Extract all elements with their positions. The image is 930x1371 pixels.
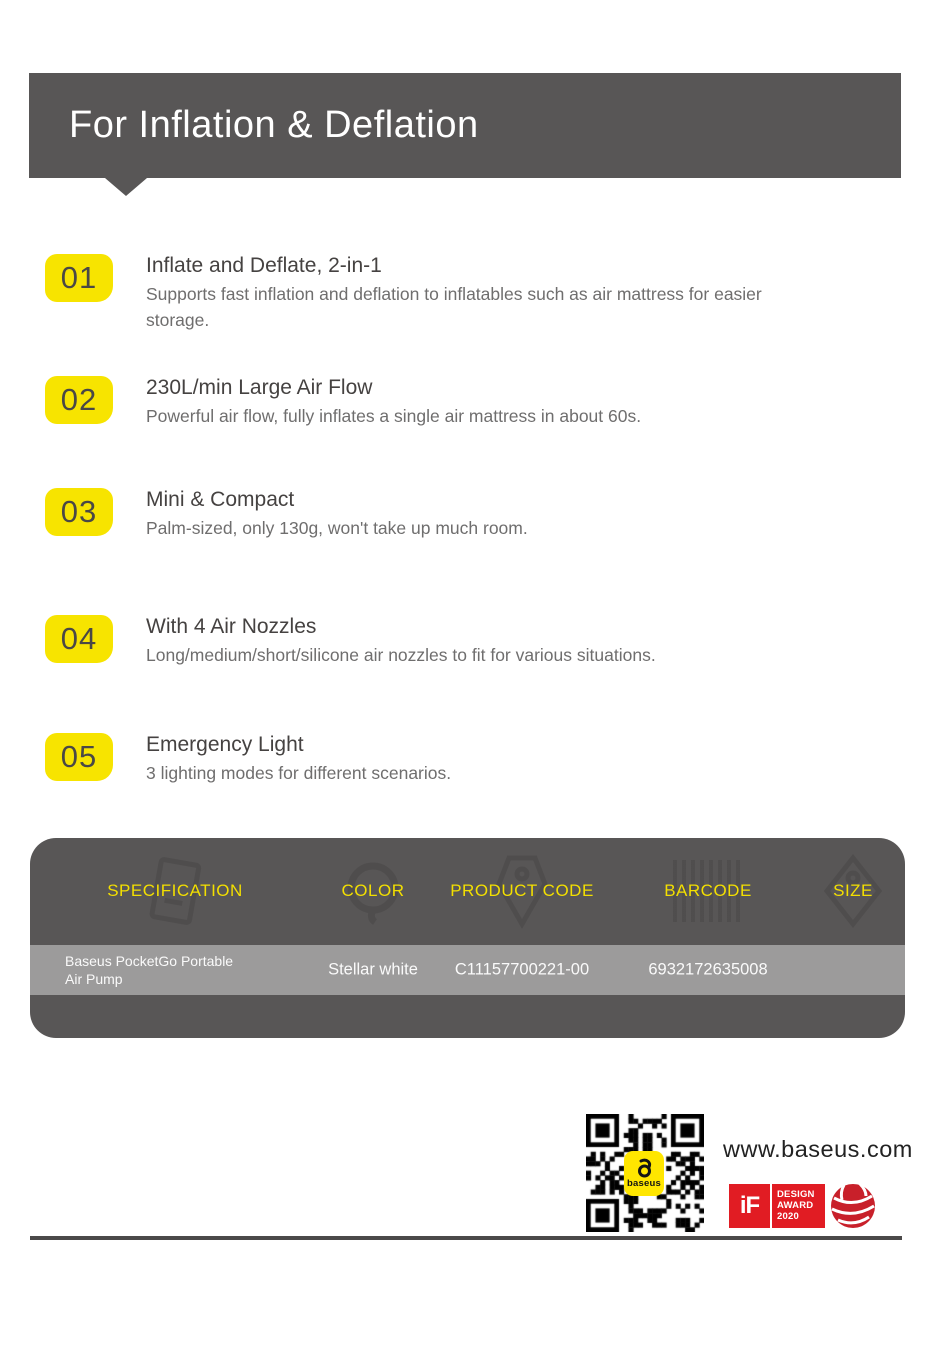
feature-number-badge: 05	[45, 733, 113, 781]
spec-value-barcode: 6932172635008	[648, 960, 768, 979]
spec-header-size: SIZE	[833, 881, 873, 900]
feature-number-badge: 03	[45, 488, 113, 536]
section-banner	[29, 73, 901, 178]
feature-title: Mini & Compact	[146, 488, 295, 511]
spec-row	[30, 945, 905, 995]
spec-value-product-code: C11157700221-00	[454, 960, 590, 979]
reddot-award-icon	[830, 1182, 876, 1230]
spec-table	[30, 838, 905, 1038]
baseus-logo-icon	[624, 1151, 664, 1196]
feature-number-badge: 04	[45, 615, 113, 663]
feature-item	[45, 251, 885, 333]
feature-description: 3 lighting modes for different scenarios.	[146, 763, 452, 783]
feature-item	[45, 373, 885, 429]
bottom-divider	[30, 1236, 902, 1240]
feature-title: Inflate and Deflate, 2-in-1	[146, 254, 382, 277]
feature-title: Emergency Light	[146, 733, 304, 756]
feature-number-badge: 02	[45, 376, 113, 424]
spec-header-product-code: PRODUCT CODE	[450, 881, 594, 900]
feature-title: 230L/min Large Air Flow	[146, 376, 373, 399]
feature-item	[45, 612, 885, 668]
spec-value-specification: Baseus PocketGo Portable Air Pump	[65, 953, 234, 987]
baseus-b-icon	[635, 1158, 654, 1179]
feature-title: With 4 Air Nozzles	[146, 615, 317, 638]
spec-value-color: Stellar white	[328, 960, 418, 979]
feature-description: Long/medium/short/silicone air nozzles to fit for various situations.	[146, 645, 656, 665]
spec-header-specification: SPECIFICATION	[107, 881, 243, 900]
website-url: www.baseus.com	[723, 1136, 913, 1162]
feature-number-badge: 01	[45, 254, 113, 302]
if-award-text: DESIGN AWARD 2020	[772, 1184, 825, 1228]
baseus-logo-text: baseus	[627, 1178, 661, 1189]
feature-description: Palm-sized, only 130g, won't take up much room.	[146, 518, 528, 538]
feature-item	[45, 730, 885, 786]
feature-description: Powerful air flow, fully inflates a single air mattress in about 60s.	[146, 406, 642, 426]
spec-header-barcode: BARCODE	[664, 881, 752, 900]
if-design-award-badge	[729, 1184, 825, 1228]
feature-item	[45, 485, 885, 541]
banner-pointer	[105, 178, 147, 196]
section-title: For Inflation & Deflation	[69, 104, 479, 146]
spec-header-color: COLOR	[341, 881, 405, 900]
feature-description: Supports fast inflation and deflation to inflatables such as air mattress for easier storage.	[146, 284, 762, 330]
if-logo-icon: iF	[729, 1184, 770, 1228]
